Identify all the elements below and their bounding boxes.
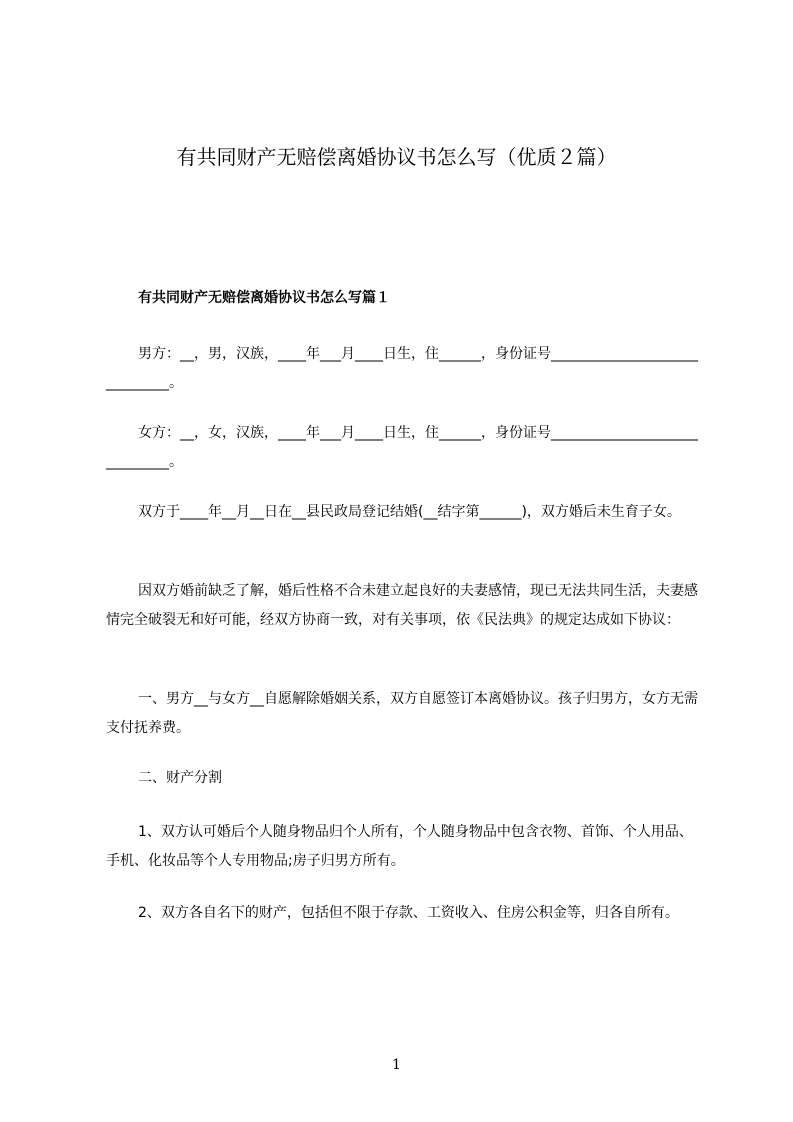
paragraph-reason: 因双方婚前缺乏了解，婚后性格不合未建立起良好的夫妻感情，现已无法共同生活，夫妻感情完全破裂无和好可能，经双方协商一致，对有关事项，依《民法典》的规定达成如下协议： [106,583,698,628]
page-title: 有共同财产无赔偿离婚协议书怎么写（优质２篇） [176,145,617,169]
paragraph-property-item-1: 1、双方认可婚后个人随身物品归个人所有，个人随身物品中包含衣物、首饰、个人用品、手机、化妆品等个人专用物品;房子归男方所有。 [106,824,693,869]
paragraph-clause-2-heading: 二、财产分割 [138,770,222,786]
paragraph-female-party: 女方：__，女，汉族，____年___月____日生，住______，身份证号______________________________。 [106,425,698,470]
paragraph-male-party: 男方：__，男，汉族，____年___月____日生，住______，身份证号______________________________。 [106,346,698,391]
section-title: 有共同财产无赔偿离婚协议书怎么写篇１ [138,290,390,306]
paragraph-clause-1: 一、男方__与女方__自愿解除婚姻关系，双方自愿签订本离婚协议。孩子归男方，女方无需支付抚养费。 [106,691,698,736]
page-number: 1 [392,1057,401,1073]
paragraph-property-item-2: 2、双方各自名下的财产，包括但不限于存款、工资收入、住房公积金等，归各自所有。 [138,905,679,921]
paragraph-marriage-registration: 双方于____年__月__日在__县民政局登记结婚(__结字第______)，双方婚后未生育子女。 [138,504,681,520]
